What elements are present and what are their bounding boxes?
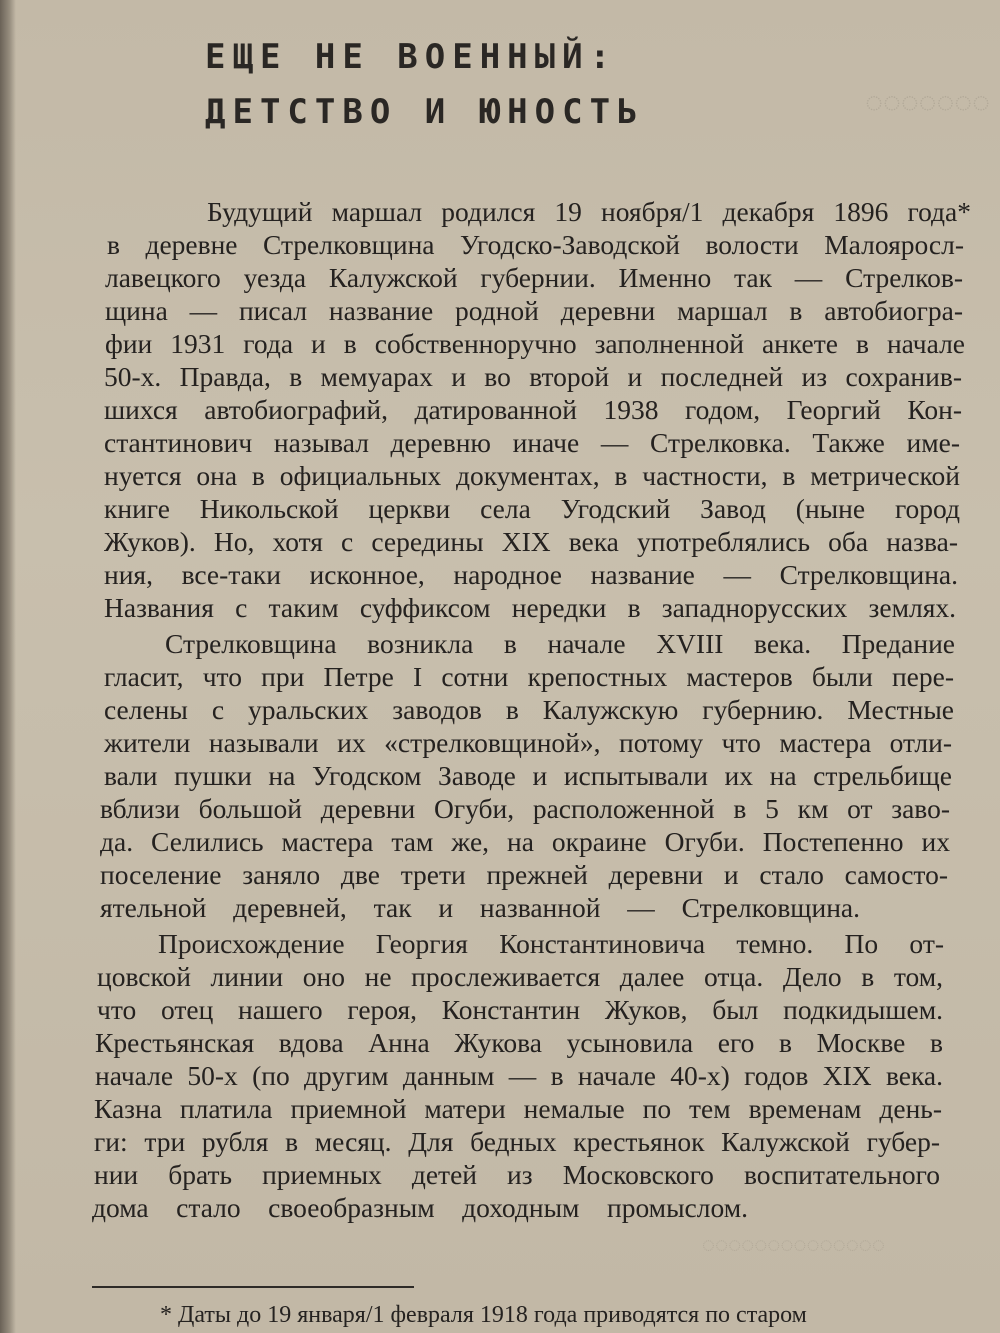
text-line: что отец нашего героя, Константин Жуков, был подкидышем. [97, 994, 943, 1025]
text-line: 50-х. Правда, в мемуарах и во второй и последней из сохранив- [104, 361, 962, 392]
text-line: начале 50-х (по другим данным — в начале 40-х) годов XIX века. [95, 1060, 943, 1091]
text-line: ги: три рубля в месяц. Для бедных крестьянок Калужской губер- [94, 1126, 940, 1157]
text-line: нии брать приемных детей из Московского воспитательного [94, 1159, 940, 1190]
text-line: вблизи большой деревни Огуби, расположенной в 5 км от заво- [100, 793, 950, 824]
text-line: фии 1931 года и в собственноручно заполненной анкете в начале [105, 328, 965, 359]
text-line: Казна платила приемной матери немалые по тем временам день- [94, 1093, 942, 1124]
text-line: жители называли их «стрелковщиной», потому что мастера отли- [104, 727, 952, 758]
text-line: Крестьянская вдова Анна Жукова усыновила его в Москве в [95, 1027, 943, 1058]
text-line: Названия с таким суффиксом нередки в западнорусских землях. [104, 592, 956, 623]
text-line: поселение заняло две трети прежней деревни и стало самосто- [100, 859, 948, 890]
chapter-title-line-2: ДЕТСТВО И ЮНОСТЬ [205, 92, 645, 132]
bleed-through-text: ◌◌◌◌◌◌◌ [865, 86, 990, 119]
text-line: Стрелковщина возникла в начале XVIII века. Предание [165, 628, 955, 659]
text-line: Происхождение Георгия Константиновича темно. По от- [158, 928, 944, 959]
text-line: стантинович называл деревню иначе — Стрелковка. Также име- [104, 427, 960, 458]
text-line: цовской линии оно не прослеживается далее отца. Дело в том, [97, 961, 943, 992]
text-line: селены с уральских заводов в Калужскую губернию. Местные [104, 694, 954, 725]
text-line: нуется она в официальных документах, в частности, в метрической [104, 460, 960, 491]
text-line: ния, все-таки исконное, народное название — Стрелковщина. [104, 559, 958, 590]
text-line: вали пушки на Угодском Заводе и испытывали их на стрельбище [104, 760, 952, 791]
text-line: гласит, что при Петре I сотни крепостных мастеров были пере- [104, 661, 954, 692]
text-line: ятельной деревней, так и названной — Стрелковщина. [100, 892, 860, 923]
text-line: в деревне Стрелковщина Угодско-Заводской волости Малояросл- [107, 229, 964, 260]
footnote: * Даты до 19 января/1 февраля 1918 года приводятся по старом [160, 1302, 807, 1328]
text-line: Жуков). Но, хотя с середины XIX века употреблялись оба назва- [104, 526, 958, 557]
text-line: шихся автобиографий, датированной 1938 годом, Георгий Кон- [104, 394, 962, 425]
text-line: лавецкого уезда Калужской губернии. Именно так — Стрелков- [105, 262, 963, 293]
bleed-through-text-bottom: ◌◌◌◌◌◌◌◌◌◌◌◌◌◌ [701, 1232, 885, 1257]
chapter-title-line-1: ЕЩЕ НЕ ВОЕННЫЙ: [205, 37, 618, 77]
text-line: книге Никольской церкви села Угодский Завод (ныне город [104, 493, 960, 524]
footnote-rule [92, 1286, 414, 1288]
text-line: Будущий маршал родился 19 ноября/1 декабря 1896 года* [207, 196, 971, 227]
text-line: щина — писал название родной деревни маршал в автобиогра- [105, 295, 963, 326]
text-line: дома стало своеобразным доходным промыслом. [92, 1192, 748, 1223]
text-line: да. Селились мастера там же, на окраине Огуби. Постепенно их [100, 826, 950, 857]
